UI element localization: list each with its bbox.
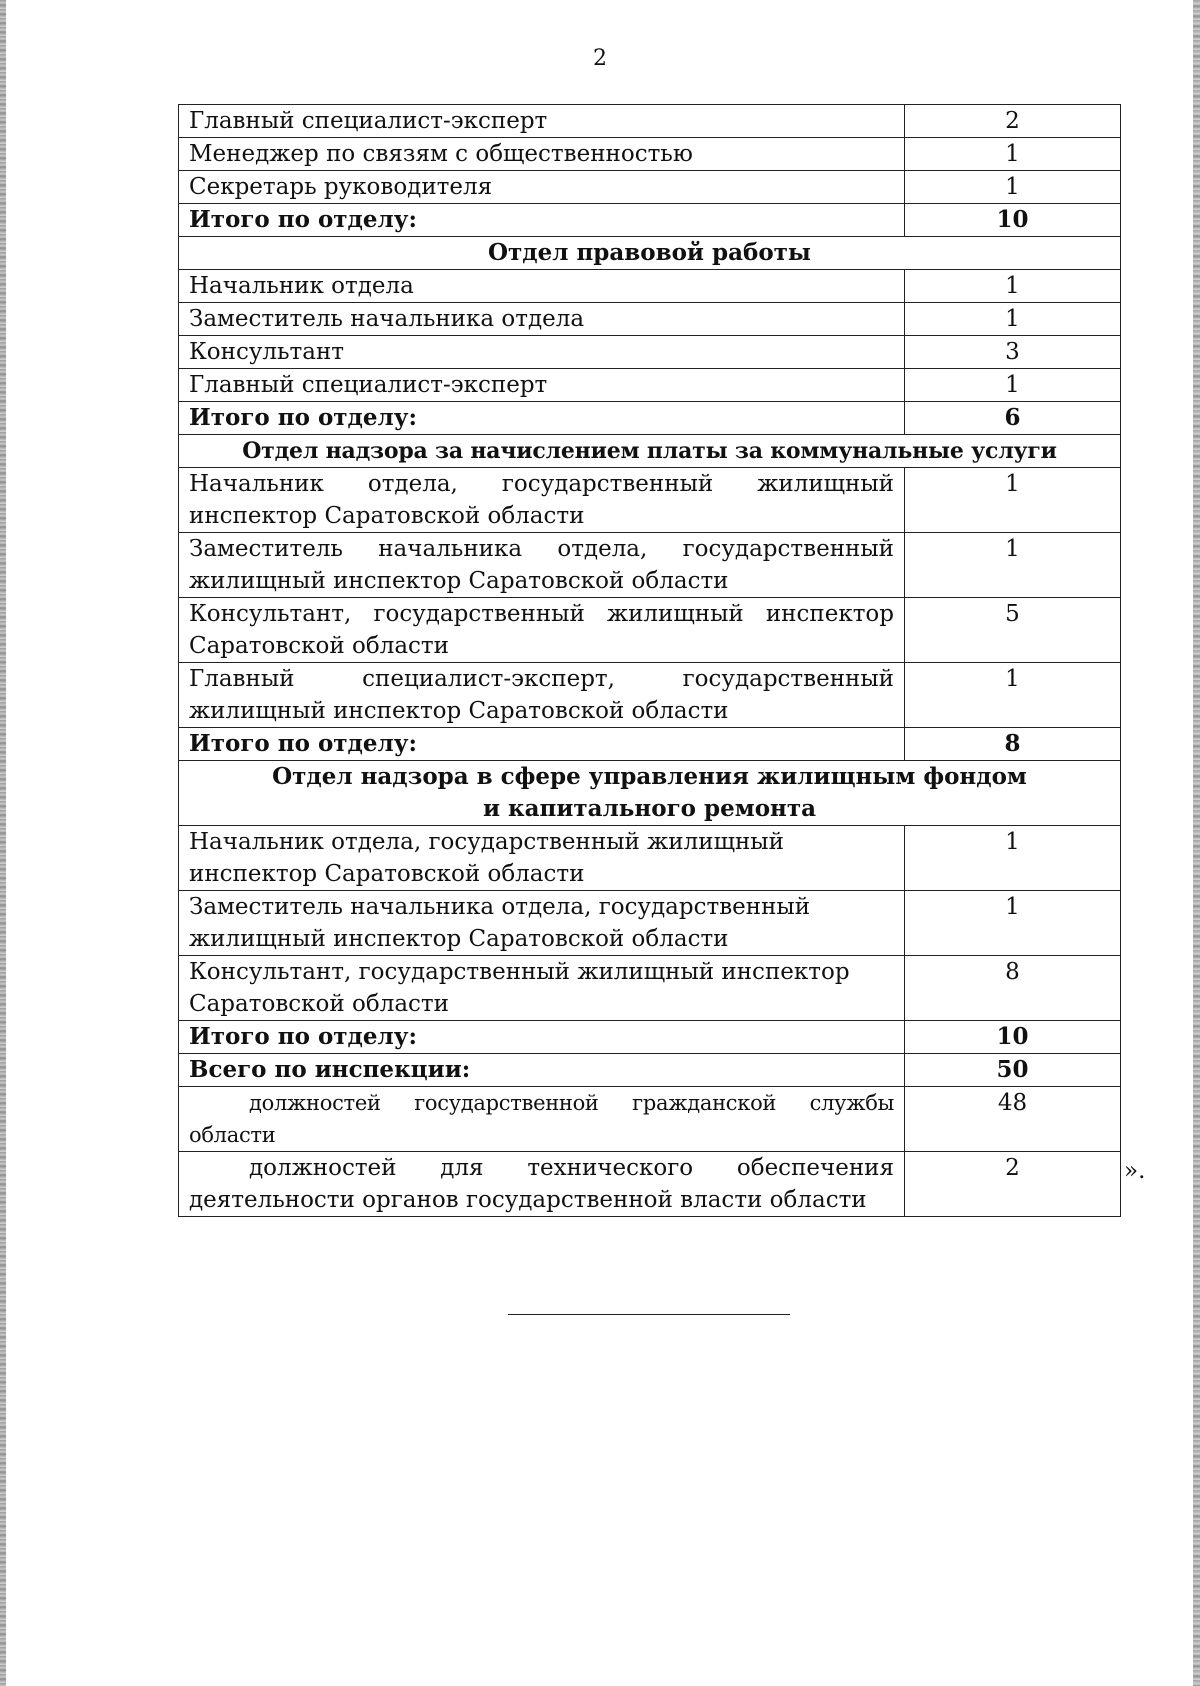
table-row [179,171,1121,204]
count-cell: 1 [905,891,1121,956]
position-cell: Главный специалист-эксперт [179,105,905,138]
position-cell: Главный специалист-эксперт [179,369,905,402]
position-cell: Главный специалист-эксперт, государственный жилищный инспектор Саратовской области [179,663,905,728]
position-cell: Заместитель начальника отдела [179,303,905,336]
grand-total-label: Всего по инспекции: [179,1054,905,1087]
staff-table [178,104,1121,1217]
count-cell: 1 [905,533,1121,598]
page-number: 2 [593,46,607,71]
position-cell: Консультант, государственный жилищный инспектор Саратовской области [179,598,905,663]
position-cell: Консультант [179,336,905,369]
department-total-row [179,1021,1121,1054]
count-cell: 8 [905,956,1121,1021]
count-cell: 3 [905,336,1121,369]
closing-quote-mark: ». [1124,1158,1146,1184]
position-cell: Заместитель начальника отдела, государственный жилищный инспектор Саратовской области [179,891,905,956]
total-count: 10 [905,204,1121,237]
department-header-row [179,761,1121,826]
count-cell: 1 [905,138,1121,171]
table-row [179,468,1121,533]
scan-edge-left [0,0,6,1686]
count-cell: 1 [905,369,1121,402]
total-label: Итого по отделу: [179,1021,905,1054]
position-cell: Секретарь руководителя [179,171,905,204]
department-title: Отдел правовой работы [179,237,1121,270]
position-cell: Начальник отдела, государственный жилищный инспектор Саратовской области [179,826,905,891]
total-count: 10 [905,1021,1121,1054]
position-cell: Заместитель начальника отдела, государственный жилищный инспектор Саратовской области [179,533,905,598]
position-cell: Начальник отдела [179,270,905,303]
position-cell: Менеджер по связям с общественностью [179,138,905,171]
count-cell: 1 [905,171,1121,204]
department-title: Отдел надзора в сфере управления жилищным фондом и капитального ремонта [179,761,1121,826]
total-count: 6 [905,402,1121,435]
subtotal-row [179,1087,1121,1152]
scan-edge-right [1193,0,1200,1686]
count-cell: 1 [905,270,1121,303]
grand-total-count: 50 [905,1054,1121,1087]
table-row [179,598,1121,663]
subtotal-label: должностей для технического обеспечения деятельности органов государственной власти области [179,1152,905,1217]
separator-line [508,1314,790,1315]
total-count: 8 [905,728,1121,761]
table-row [179,663,1121,728]
subtotal-count: 48 [905,1087,1121,1152]
table-row [179,956,1121,1021]
table-row [179,533,1121,598]
table-row [179,336,1121,369]
count-cell: 1 [905,663,1121,728]
subtotal-row [179,1152,1121,1217]
count-cell: 2 [905,105,1121,138]
count-cell: 5 [905,598,1121,663]
subtotal-count: 2 [905,1152,1121,1217]
table-row [179,105,1121,138]
department-header-row [179,435,1121,468]
count-cell: 1 [905,468,1121,533]
subtotal-label: должностей государственной гражданской службы области [179,1087,905,1152]
total-label: Итого по отделу: [179,402,905,435]
table-row [179,303,1121,336]
department-header-row [179,237,1121,270]
department-total-row [179,728,1121,761]
count-cell: 1 [905,826,1121,891]
position-cell: Консультант, государственный жилищный инспектор Саратовской области [179,956,905,1021]
position-cell: Начальник отдела, государственный жилищный инспектор Саратовской области [179,468,905,533]
table-row [179,270,1121,303]
department-title: Отдел надзора за начислением платы за коммунальные услуги [179,435,1121,468]
count-cell: 1 [905,303,1121,336]
total-label: Итого по отделу: [179,728,905,761]
table-row [179,891,1121,956]
inspection-total-row [179,1054,1121,1087]
department-total-row [179,204,1121,237]
total-label: Итого по отделу: [179,204,905,237]
table-row [179,369,1121,402]
department-total-row [179,402,1121,435]
table-row [179,138,1121,171]
table-row [179,826,1121,891]
